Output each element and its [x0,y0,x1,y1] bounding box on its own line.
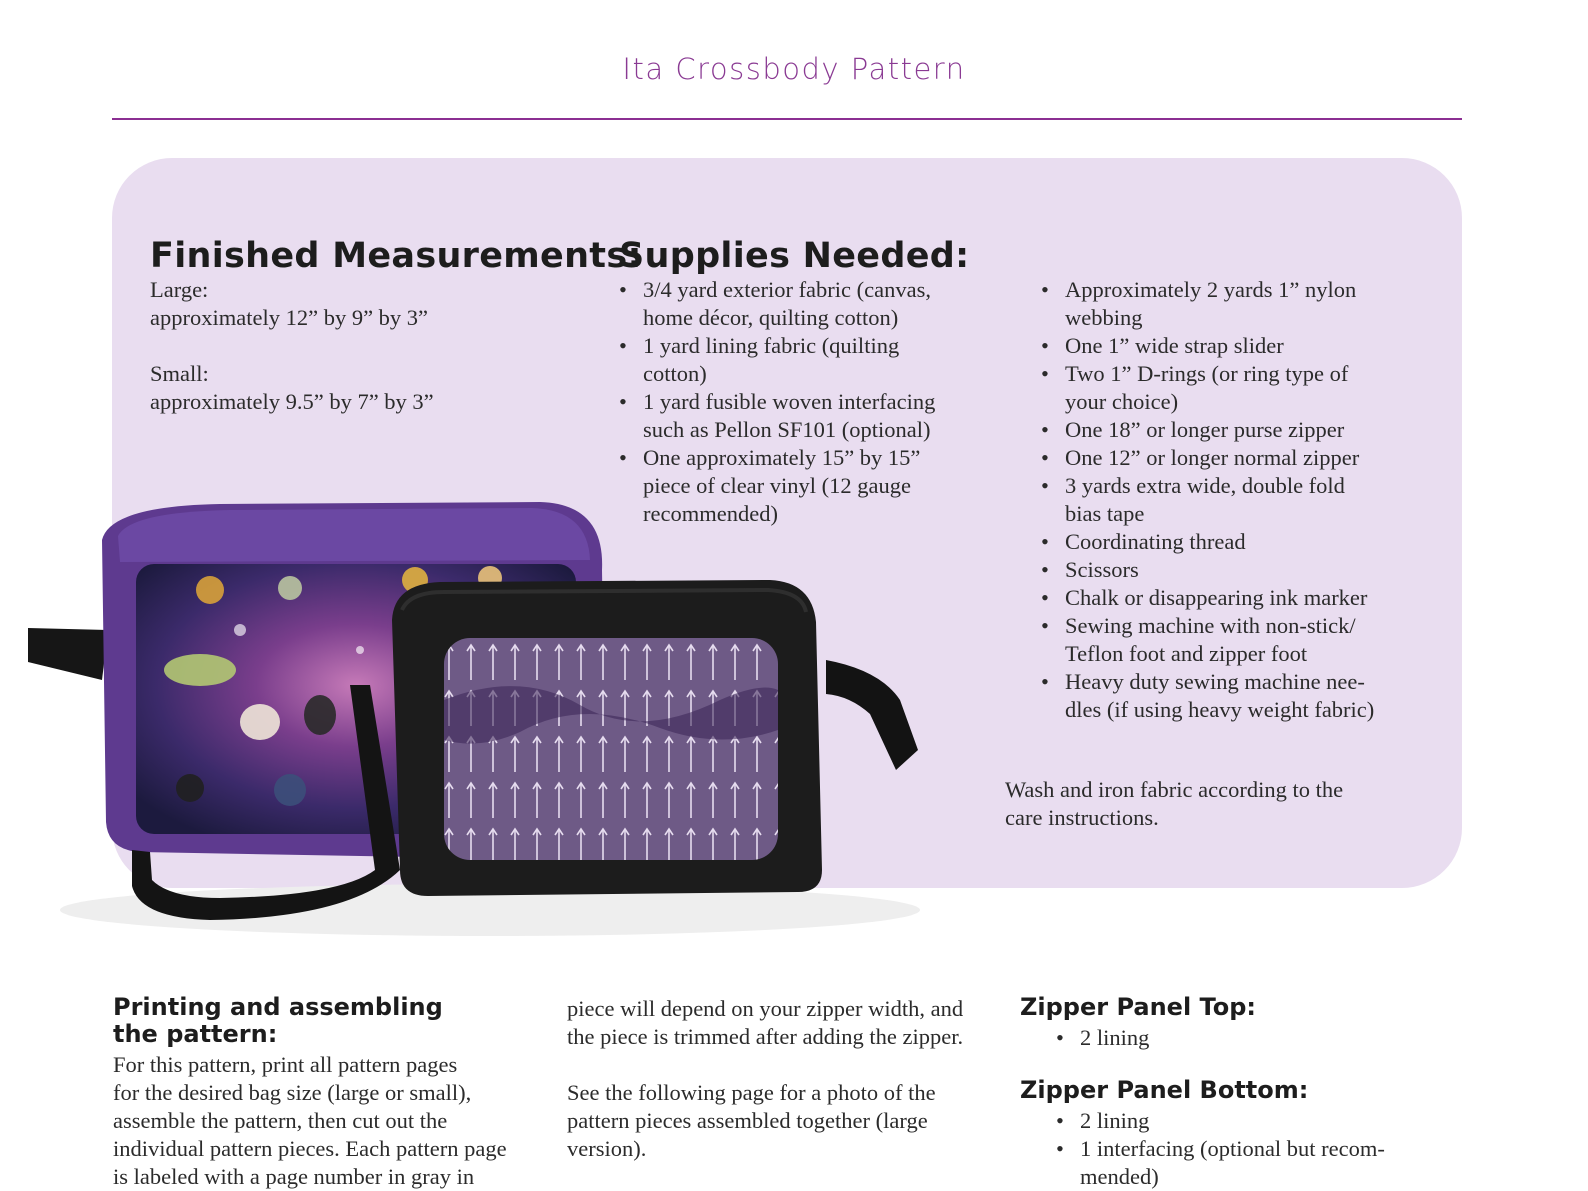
bags-photo [20,500,940,940]
printing-line: is labeled with a page number in gray in [113,1164,475,1189]
list-item-text: One 18” or longer purse zipper [1065,417,1345,442]
list-item-text: 1 yard lining fabric (quilting [643,333,900,358]
wash-note-line: Wash and iron fabric according to the [1005,777,1344,802]
small-label: Small: [150,361,209,386]
list-item-text: 3 yards extra wide, double fold [1065,473,1345,498]
list-item-text: mended) [1080,1164,1159,1189]
list-item-text: recommended) [643,501,778,526]
list-item-text: One 1” wide strap slider [1065,333,1284,358]
zipper-bottom-heading: Zipper Panel Bottom: [1020,1076,1309,1104]
zipper-bottom-list [1056,1107,1436,1191]
printing-line: individual pattern pieces. Each pattern page [113,1136,507,1161]
list-item [1041,528,1441,556]
list-item [1056,1135,1436,1191]
list-item-text: webbing [1065,305,1143,330]
small-value: approximately 9.5” by 7” by 3” [150,389,434,414]
printing-line: version). [567,1136,647,1161]
list-item-text: Two 1” D-rings (or ring type of [1065,361,1349,386]
list-item-text: Chalk or disappearing ink marker [1065,585,1368,610]
page-title: Ita Crossbody Pattern [622,52,966,86]
list-item-text: Scissors [1065,557,1139,582]
printing-heading-line2: the pattern: [113,1020,278,1048]
list-item [1041,472,1441,528]
list-item-text: piece of clear vinyl (12 gauge [643,473,912,498]
list-item-text: dles (if using heavy weight fabric) [1065,697,1375,722]
printing-line: piece will depend on your zipper width, and [567,996,964,1021]
wash-note [1005,776,1343,832]
list-item-text: Teflon foot and zipper foot [1065,641,1308,666]
list-item [619,332,999,388]
list-item-text: One 12” or longer normal zipper [1065,445,1360,470]
printing-line: pattern pieces assembled together (large [567,1108,928,1133]
small-bag-window [444,638,778,860]
list-item-text: Sewing machine with non-stick/ [1065,613,1356,638]
large-value: approximately 12” by 9” by 3” [150,305,429,330]
list-item [619,276,999,332]
list-item [1041,416,1441,444]
list-item-text: your choice) [1065,389,1179,414]
list-item-text: Coordinating thread [1065,529,1246,554]
measurements-text [150,276,434,416]
list-item-text: home décor, quilting cotton) [643,305,899,330]
list-item [1041,276,1441,332]
zipper-top-heading: Zipper Panel Top: [1020,993,1256,1021]
printing-text [113,1051,507,1191]
list-item-text: bias tape [1065,501,1145,526]
list-item [1056,1024,1416,1052]
large-bag-strap-left [28,628,108,680]
list-item [1041,556,1441,584]
printing-line: the piece is trimmed after adding the zipper. [567,1024,964,1049]
printing-text-continued [567,995,963,1163]
large-bag-top-panel [118,508,590,562]
list-item-text: 1 yard fusible woven interfacing [643,389,936,414]
list-item-text: 1 interfacing (optional but recom- [1080,1136,1385,1161]
list-item-text: One approximately 15” by 15” [643,445,921,470]
printing-line: See the following page for a photo of the [567,1080,936,1105]
supplies-list-1 [619,276,999,528]
list-item-text: cotton) [643,361,707,386]
list-item [1056,1107,1436,1135]
list-item-text: such as Pellon SF101 (optional) [643,417,931,442]
list-item-text: 3/4 yard exterior fabric (canvas, [643,277,931,302]
list-item [1041,612,1441,668]
supplies-list-2 [1041,276,1441,724]
list-item [619,388,999,444]
printing-line: assemble the pattern, then cut out the [113,1108,448,1133]
zipper-top-list [1056,1024,1416,1052]
list-item [1041,584,1441,612]
title-divider [112,118,1462,120]
printing-line: For this pattern, print all pattern pages [113,1052,458,1077]
printing-line: for the desired bag size (large or small), [113,1080,472,1105]
supplies-heading: Supplies Needed: [619,236,970,276]
list-item [1041,444,1441,472]
list-item-text: Approximately 2 yards 1” nylon [1065,277,1357,302]
large-label: Large: [150,277,209,302]
wash-note-line: care instructions. [1005,805,1159,830]
printing-heading-line1: Printing and assembling [113,993,443,1021]
list-item [1041,668,1441,724]
list-item-text: 2 lining [1080,1108,1150,1133]
printing-heading [113,994,443,1048]
list-item [1041,360,1441,416]
measurements-heading: Finished Measurements: [150,236,642,276]
list-item-text: 2 lining [1080,1025,1150,1050]
list-item-text: Heavy duty sewing machine nee- [1065,669,1365,694]
list-item [1041,332,1441,360]
small-bag-strap-right [826,660,918,770]
